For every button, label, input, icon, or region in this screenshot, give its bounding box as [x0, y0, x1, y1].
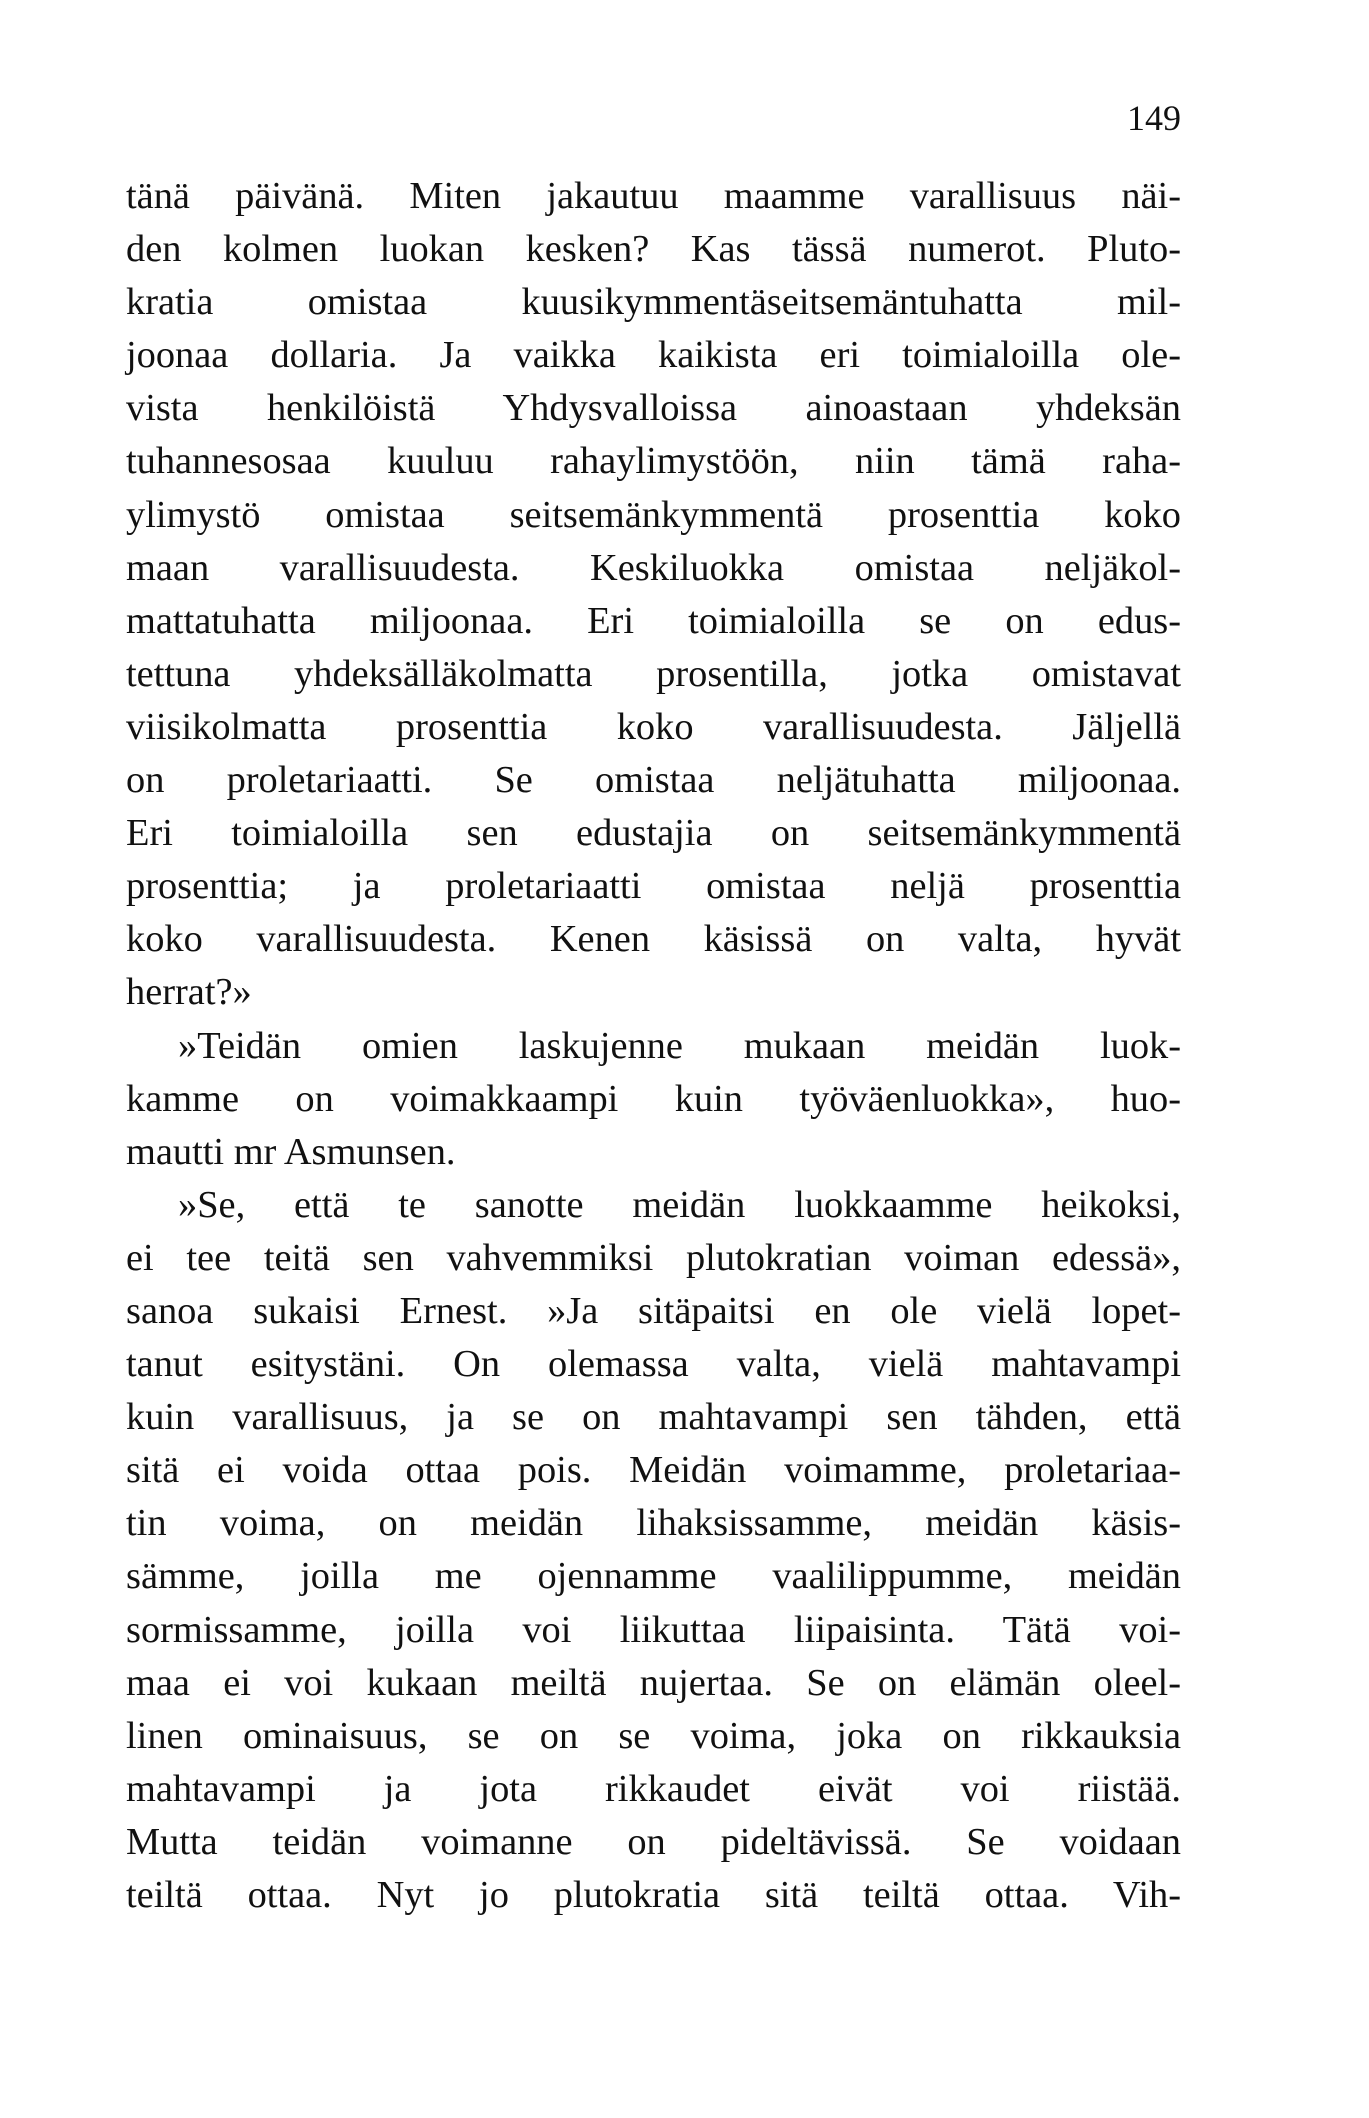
text-line: teiltä ottaa. Nyt jo plutokratia sitä teiltä ottaa. Vih-: [126, 1874, 1181, 1916]
text-line: viisikolmatta prosenttia koko varallisuudesta. Jäljellä: [126, 705, 1181, 748]
text-line: sitä ei voida ottaa pois. Meidän voimamme, proletariaa-: [126, 1449, 1181, 1492]
page-number: 149: [1127, 98, 1181, 138]
text-line: Eri toimialoilla sen edustajia on seitsemänkymmentä: [126, 812, 1181, 855]
text-line: maan varallisuudesta. Keskiluokka omistaa neljäkol-: [126, 546, 1181, 589]
text-line: kratia omistaa kuusikymmentäseitsemäntuhatta mil-: [126, 281, 1181, 324]
text-line: tuhannesosaa kuuluu rahaylimystöön, niin tämä raha-: [126, 440, 1181, 483]
text-line: kamme on voimakkaampi kuin työväenluokka», huo-: [126, 1077, 1181, 1120]
text-line: tettuna yhdeksälläkolmatta prosentilla, jotka omistavat: [126, 652, 1181, 695]
text-line: mahtavampi ja jota rikkaudet eivät voi riistää.: [126, 1767, 1181, 1810]
paragraph-3: [126, 1179, 1181, 1922]
paragraph-1: [126, 170, 1181, 1020]
text-line: maa ei voi kukaan meiltä nujertaa. Se on elämän oleel-: [126, 1661, 1181, 1704]
text-line: tänä päivänä. Miten jakautuu maamme varallisuus näi-: [126, 175, 1181, 217]
text-line: koko varallisuudesta. Kenen käsissä on valta, hyvät: [126, 918, 1181, 961]
paragraph-2: [126, 1020, 1181, 1179]
text-line: linen ominaisuus, se on se voima, joka on rikkauksia: [126, 1714, 1181, 1757]
text-line: sämme, joilla me ojennamme vaalilippumme, meidän: [126, 1555, 1181, 1598]
text-line: »Teidän omien laskujenne mukaan meidän luok-: [178, 1024, 1181, 1067]
body-text: [126, 170, 1181, 1922]
text-line: ei tee teitä sen vahvemmiksi plutokratian voiman edessä»,: [126, 1236, 1181, 1279]
text-line: kuin varallisuus, ja se on mahtavampi sen tähden, että: [126, 1396, 1181, 1439]
text-line: herrat?»: [126, 971, 252, 1014]
text-line: sanoa sukaisi Ernest. »Ja sitäpaitsi en ole vielä lopet-: [126, 1289, 1181, 1332]
text-line: prosenttia; ja proletariaatti omistaa neljä prosenttia: [126, 865, 1181, 908]
text-line: on proletariaatti. Se omistaa neljätuhatta miljoonaa.: [126, 759, 1181, 802]
text-line: Mutta teidän voimanne on pideltävissä. Se voidaan: [126, 1820, 1181, 1863]
text-line: »Se, että te sanotte meidän luokkaamme heikoksi,: [178, 1183, 1181, 1226]
text-line: mattatuhatta miljoonaa. Eri toimialoilla se on edus-: [126, 599, 1181, 642]
text-line: sormissamme, joilla voi liikuttaa liipaisinta. Tätä voi-: [126, 1608, 1181, 1651]
text-line: joonaa dollaria. Ja vaikka kaikista eri toimialoilla ole-: [126, 334, 1181, 377]
text-line: vista henkilöistä Yhdysvalloissa ainoastaan yhdeksän: [126, 387, 1181, 430]
text-line: mautti mr Asmunsen.: [126, 1130, 456, 1173]
text-line: den kolmen luokan kesken? Kas tässä numerot. Pluto-: [126, 228, 1181, 271]
text-line: ylimystö omistaa seitsemänkymmentä prosenttia koko: [126, 493, 1181, 536]
text-line: tin voima, on meidän lihaksissamme, meidän käsis-: [126, 1502, 1181, 1545]
text-line: tanut esitystäni. On olemassa valta, vielä mahtavampi: [126, 1343, 1181, 1386]
